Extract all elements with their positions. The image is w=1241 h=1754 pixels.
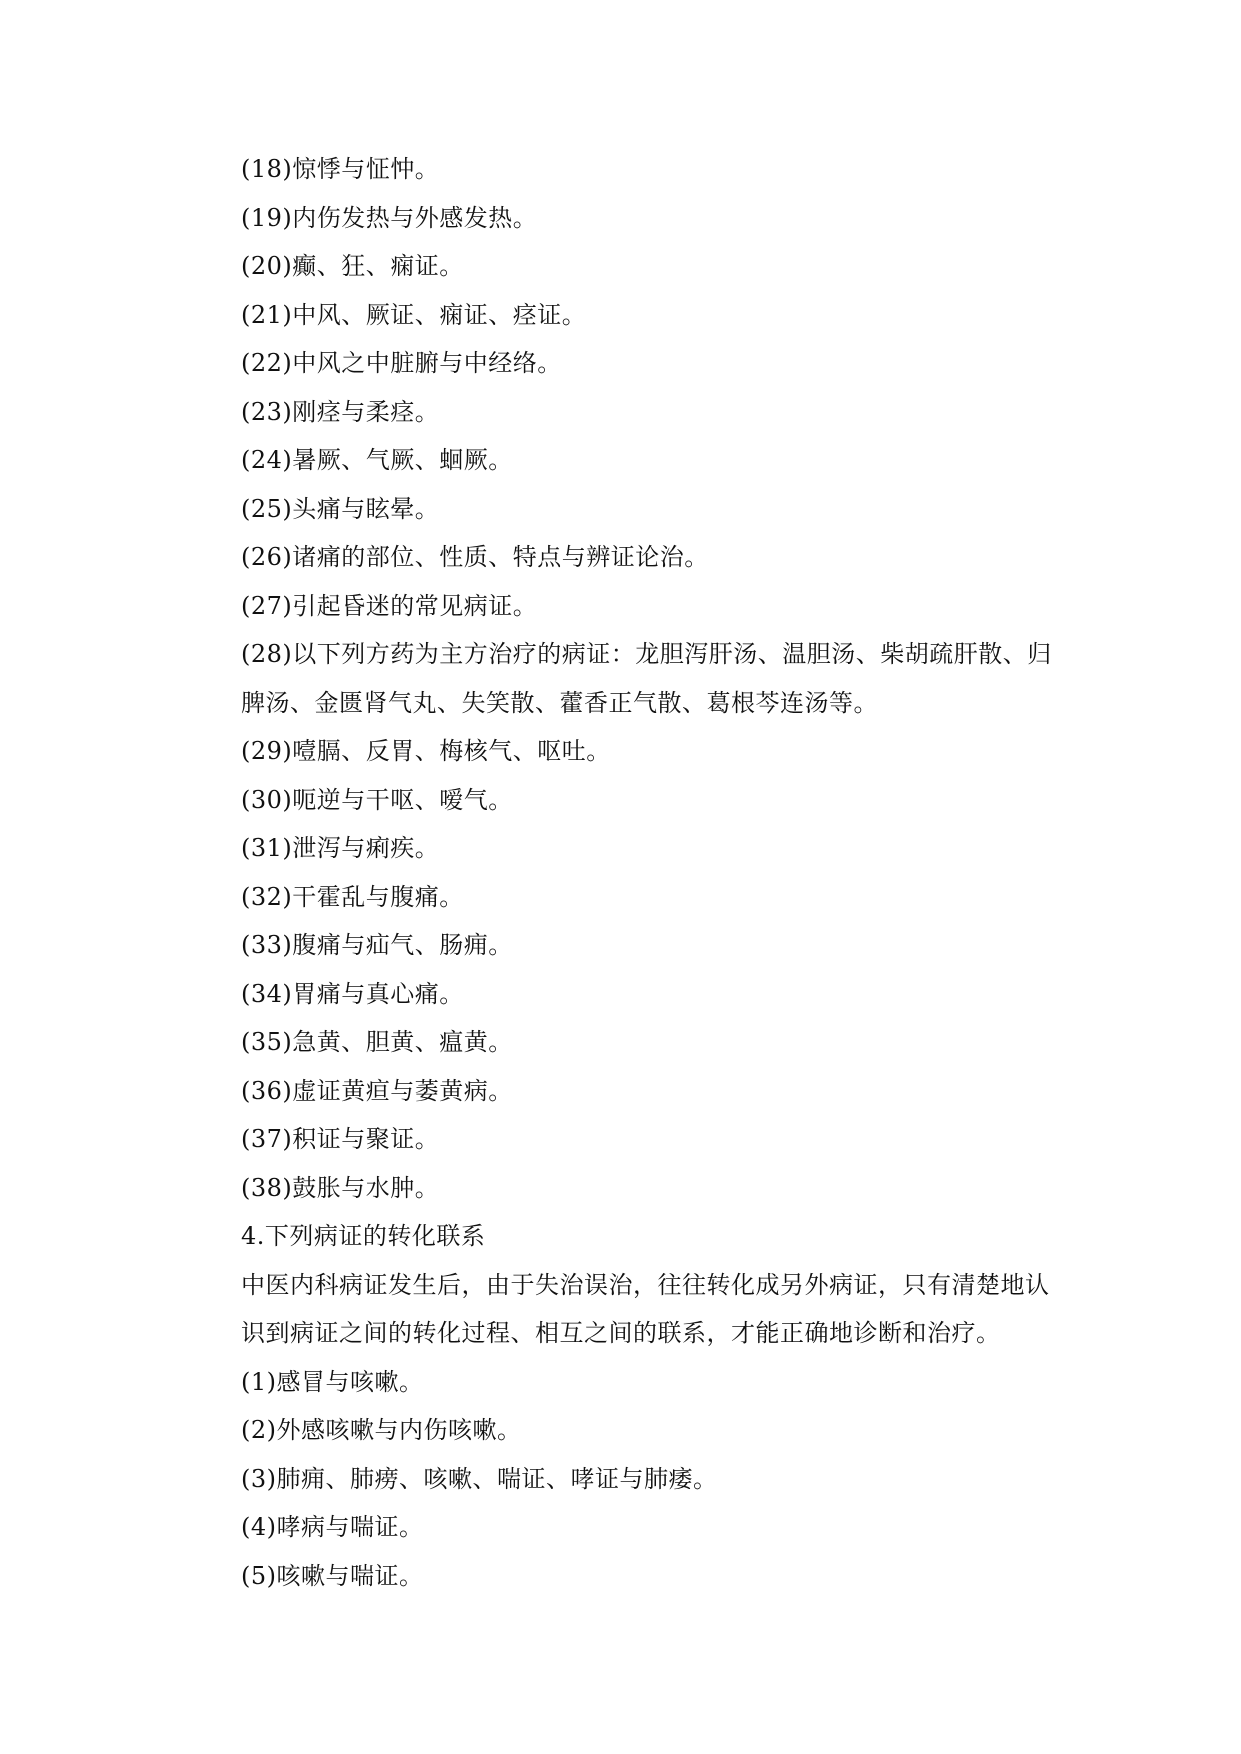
list-item: (29)噎膈、反胃、梅核气、呕吐。	[241, 737, 611, 765]
list-item: (30)呃逆与干呕、嗳气。	[241, 785, 513, 814]
list-item: (37)积证与聚证。	[241, 1125, 440, 1153]
list-item: (20)癫、狂、痫证。	[241, 252, 464, 280]
list-item: (5)咳嗽与喘证。	[241, 1561, 424, 1590]
list-item: (2)外感咳嗽与内伤咳嗽。	[241, 1416, 522, 1444]
document-page	[241, 145, 1071, 1600]
list-item: (32)干霍乱与腹痛。	[241, 882, 464, 911]
list-item: (34)胃痛与真心痛。	[241, 979, 464, 1008]
list-item: (36)虚证黄疸与萎黄病。	[241, 1076, 513, 1105]
list-item: (19)内伤发热与外感发热。	[241, 203, 538, 232]
list-item: (18)惊悸与怔忡。	[241, 155, 440, 183]
list-item: (27)引起昏迷的常见病证。	[241, 591, 538, 620]
list-item: (22)中风之中脏腑与中经络。	[241, 349, 562, 377]
list-item: (1)感冒与咳嗽。	[241, 1367, 424, 1396]
list-item: (24)暑厥、气厥、蛔厥。	[241, 446, 513, 474]
list-item: (33)腹痛与疝气、肠痈。	[241, 931, 513, 959]
list-item-multiline: (28)以下列方药为主方治疗的病证：龙胆泻肝汤、温胆汤、柴胡疏肝散、归脾汤、金匮肾气丸、失笑散、藿香正气散、葛根芩连汤等。	[241, 640, 1052, 717]
list-item: (3)肺痈、肺痨、咳嗽、喘证、哮证与肺痿。	[241, 1464, 718, 1493]
section-heading: 4.下列病证的转化联系	[241, 1222, 486, 1250]
list-item: (25)头痛与眩晕。	[241, 494, 440, 523]
list-item: (31)泄泻与痢疾。	[241, 834, 440, 862]
list-item: (26)诸痛的部位、性质、特点与辨证论治。	[241, 543, 709, 571]
list-item: (35)急黄、胆黄、瘟黄。	[241, 1028, 513, 1056]
list-item: (38)鼓胀与水肿。	[241, 1173, 440, 1202]
section-intro: 中医内科病证发生后，由于失治误治，往往转化成另外病证，只有清楚地认识到病证之间的转化过程、相互之间的联系，才能正确地诊断和治疗。	[241, 1270, 1050, 1347]
list-item: (4)哮病与喘证。	[241, 1513, 424, 1541]
list-item: (21)中风、厥证、痫证、痉证。	[241, 300, 587, 329]
list-item: (23)刚痉与柔痉。	[241, 397, 440, 426]
